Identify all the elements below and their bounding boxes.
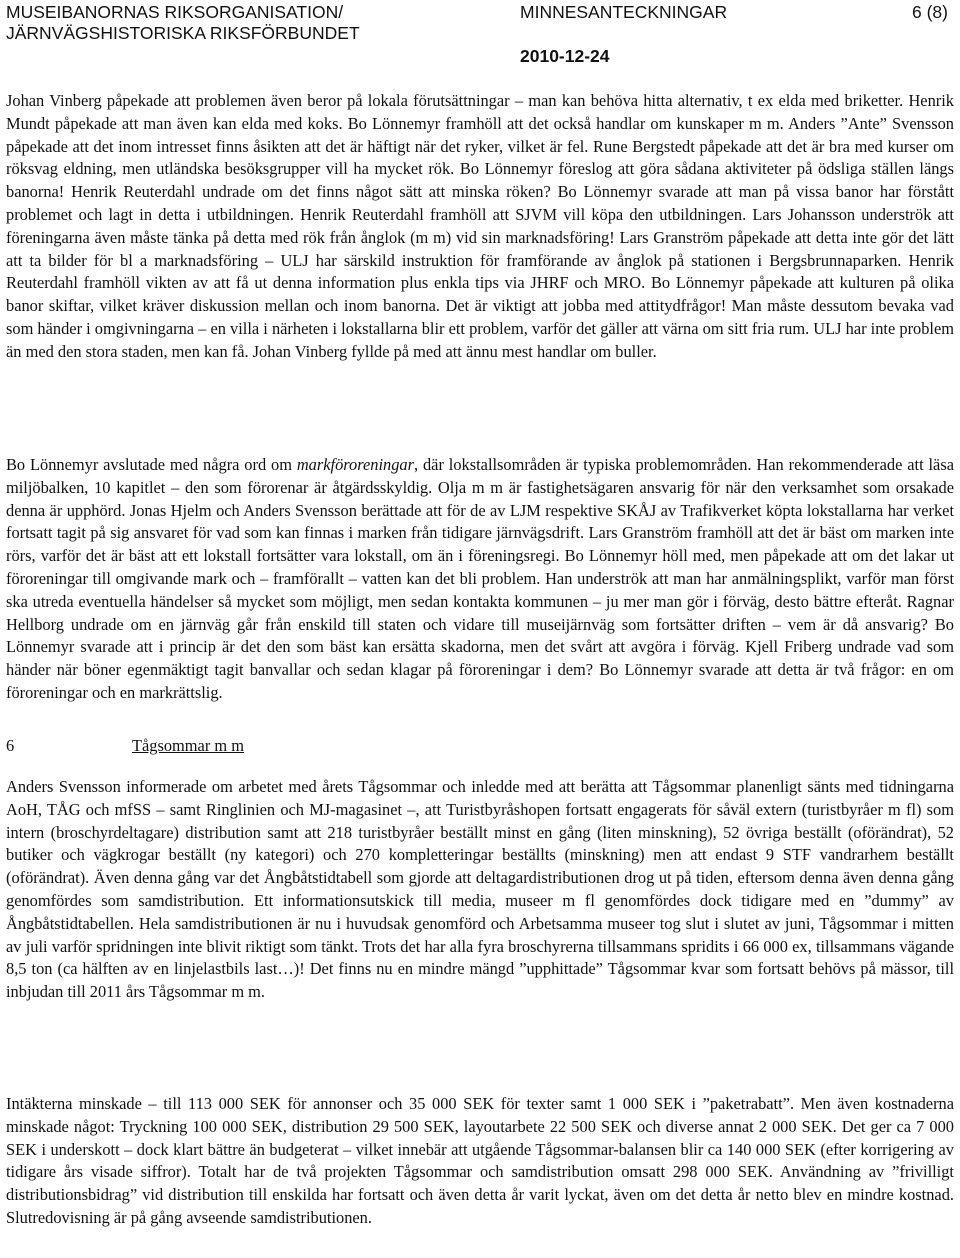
header-page-number: 6 (8) bbox=[912, 2, 948, 22]
header-organization-line2: JÄRNVÄGSHISTORISKA RIKSFÖRBUNDET bbox=[6, 23, 360, 43]
section-number: 6 bbox=[6, 736, 15, 755]
paragraph-tagsommar-finances: Intäkterna minskade – till 113 000 SEK för annonser och 35 000 SEK för texter samt 1 000 SEK i ”paketrabatt”. Men även kostnaderna minskade något: Tryckning 100 000 SEK, distribution 29 500 SEK, layoutarbete 22 500 SEK och diverse annat 2 000 SEK. Det ger ca 7 000 SEK i underskott – dock klart bättre än budgeterat – vilket innebär att utgående Tågsommar-balansen blir ca 140 000 SEK (efter korrigering av tidigare års visade siffror). Totalt har de två projekten Tågsommar och samdistribution omsatt 298 000 SEK. Användning av ”frivilligt distributionsbidrag” vid distribution till enskilda har fortsatt och även detta år varit lyckat, även om det detta år netto blev en mindre kostnad. Slutredovisning är på gång avseende samdistributionen. bbox=[6, 1094, 954, 1227]
paragraph-text-after: , där lokstallsområden är typiska problemområden. Han rekommenderade att läsa miljöbalken, 10 kapitlet – den som förorenar är åtgärdsskyldig. Olja m m är fastighetsägaren ansvarig för när den verksamhet som orsakade denna är upphörd. Jonas Hjelm och Anders Svensson berättade att för de av LJM respektive SKÅJ av Trafikverket köpta lokstallarna har verket fortsatt tagit på sig ansvaret för vad som kan finnas i marken från tidigare järnvägsdrift. Lars Granström framhöll att det är bäst om marken inte rörs, varför det är bäst att ett lokstall fortsätter vara lokstall, om än i föreningsregi. Bo Lönnemyr höll med, men påpekade att om det lakar ut föroreningar till omgivande mark och – framförallt – vatten kan det bli problem. Han underströk att man har anmälningsplikt, varför man först ska utreda eventuella händelser så mycket som möjligt, men sedan kontakta kommunen – ju mer man gör i förväg, desto bättre efteråt. Ragnar Hellborg undrade om en järnväg går från enskild till staten och vidare till museijärnväg som fortsätter driften – vem är då ansvarig? Bo Lönnemyr svarade att i princip är det den som bäst kan ersätta skadorna, men det svårt att avgöra i förväg. Kjell Friberg undrade vad som händer när böner egenmäktigt tagit banvallar och sedan klagar på föroreningar i dem? Bo Lönnemyr svarade att detta är två frågor: en om föroreningar och en markrättslig. bbox=[6, 455, 954, 702]
paragraph-text-before: Bo Lönnemyr avslutade med några ord om bbox=[6, 455, 297, 474]
section-title: Tågsommar m m bbox=[132, 736, 244, 755]
paragraph-smoke-discussion: Johan Vinberg påpekade att problemen även beror på lokala förutsättningar – man kan behöva hitta alternativ, t ex elda med briketter. Henrik Mundt påpekade att man även kan elda med koks. Bo Lönnemyr framhöll att det också handlar om kunskaper m m. Anders ”Ante” Svensson påpekade att det inom intresset finns åsikten att det är häftigt när det ryker, vilket är fel. Rune Bergstedt påpekade att det är bra med kurser om röksvag eldning, men utländska besöksgrupper vill ha mycket rök. Bo Lönnemyr föreslog att göra sådana aktiviteter på ödsliga ställen längs banorna! Henrik Reuterdahl undrade om det finns något sätt att minska röken? Bo Lönnemyr svarade att man på vissa banor har förstått problemet och lagt in detta i utbildningen. Henrik Reuterdahl framhöll att SJVM vill köpa den utbildningen. Lars Johansson underströk att föreningarna även måste tänka på detta med rök från ånglok (m m) vid sin marknadsföring! Lars Granström påpekade att detta inte gör det lätt att ta bilder för bl a marknadsföring – ULJ har särskild instruktion för framförande av ånglok på stationen i Bergsbrunnaparken. Henrik Reuterdahl framhöll vikten av att få ut denna information plus enkla tips via JHRF och MRO. Bo Lönnemyr påpekade att kulturen på olika banor skiftar, vilket kräver diskussion mellan och inom banorna. Det är viktigt att jobba med attitydfrågor! Man måste dessutom bevaka vad som händer i omgivningarna – en villa i närheten i lokstallarna blir ett problem, varför det gäller att värna om sitt fria rum. ULJ har inte problem än med den stora staden, men kan få. Johan Vinberg fyllde på med att ännu mest handlar om buller. bbox=[6, 91, 954, 361]
header-date: 2010-12-24 bbox=[520, 46, 610, 66]
paragraph-soil-contamination bbox=[6, 454, 954, 705]
header-organization-line1: MUSEIBANORNAS RIKSORGANISATION/ bbox=[6, 2, 344, 22]
emphasized-term: markföroreningar bbox=[296, 455, 415, 474]
paragraph-tagsommar-distribution: Anders Svensson informerade om arbetet med årets Tågsommar och inledde med att berätta att Tågsommar planenligt sänts med tidningarna AoH, TÅG och mfSS – samt Ringlinien och MJ-magasinet –, att Turistbyråshopen fortsatt engagerats för såväl extern (turistbyråer m fl) som intern (broschyrdeltagare) distribution samt att 218 turistbyråer beställt minst en gång (liten minskning), 52 övriga beställt (oförändrat), 52 butiker och vägkrogar beställt (ny kategori) och 270 kompletteringar beställts (minskning) men att endast 9 STF vandrarhem beställt (oförändrat). Även denna gång var det Ångbåtstidtabell som gjorde att deltagardistributionen drog ut på tiden, eftersom denna även denna gång genomfördes som samdistribution. Ett informationsutskick till media, museer m fl genomfördes dock tidigare med en ”dummy” av Ångbåtstidtabellen. Hela samdistributionen är nu i huvudsak genomförd och Arbetsamma museer tog slut i slutet av juni, Tågsommar i mitten av juli varför spridningen inte blivit riktigt som tänkt. Trots det har alla fyra broschyrerna tillsammans spridits i 66 000 ex, tillsammans vägande 8,5 ton (ca hälften av en linjelastbils last…)! Det finns nu en mindre mängd ”upphittade” Tågsommar kvar som fortsatt behövs på mässor, till inbjudan till 2011 års Tågsommar m m. bbox=[6, 777, 954, 1002]
header-document-title: MINNESANTECKNINGAR bbox=[520, 2, 728, 22]
